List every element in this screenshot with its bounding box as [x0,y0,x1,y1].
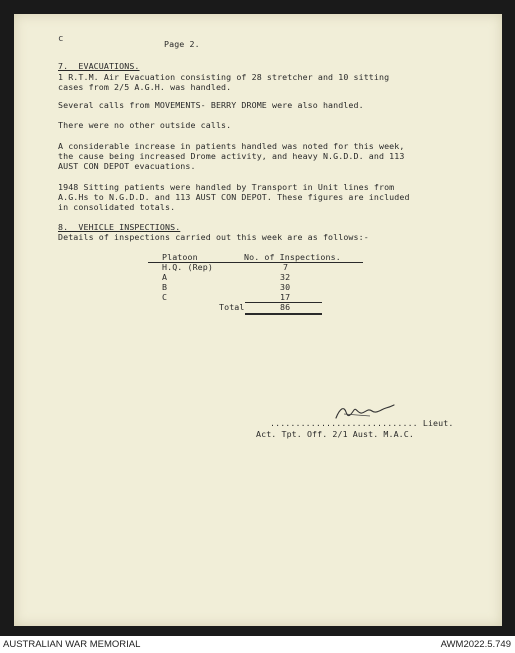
table-header-inspections: No. of Inspections. [244,252,341,262]
evac-para4-line2: the cause being increased Drome activity, and heavy N.G.D.D. and 113 [58,151,405,161]
table-row-platoon: C [162,292,168,302]
table-total-value: 86 [280,302,291,312]
table-total-rule [245,313,322,315]
margin-mark: c [58,34,64,44]
evac-para4-line3: AUST CON DEPOT evacuations. [58,161,196,171]
page-label: Page 2. [164,39,200,49]
table-header-platoon: Platoon [162,252,198,262]
archive-footer [0,636,515,653]
signature-line: ............................. Lieut. [270,418,454,428]
table-row-count: 30 [280,282,291,292]
table-total-label: Total [219,302,245,312]
table-row-count: 7 [283,262,289,272]
table-row-count: 32 [280,272,291,282]
inspections-intro: Details of inspections carried out this week are as follows:- [58,232,369,242]
evacuations-heading: 7. EVACUATIONS. [58,61,140,71]
evac-para1-line2: cases from 2/5 A.G.H. was handled. [58,82,232,92]
signatory-title: Act. Tpt. Off. 2/1 Aust. M.A.C. [256,429,414,439]
table-row-platoon: A [162,272,168,282]
evac-para5-line3: in consolidated totals. [58,202,176,212]
table-row-platoon: H.Q. (Rep) [162,262,213,272]
vehicle-inspections-heading: 8. VEHICLE INSPECTIONS. [58,222,181,232]
evac-para2: Several calls from MOVEMENTS- BERRY DROME were also handled. [58,100,364,110]
evac-para5-line2: A.G.Hs to N.G.D.D. and 113 AUST CON DEPOT. These figures are included [58,192,410,202]
footer-institution: AUSTRALIAN WAR MEMORIAL [3,639,141,650]
footer-catalogue-id: AWM2022.5.749 [440,639,511,650]
table-row-count: 17 [280,292,291,302]
table-row-platoon: B [162,282,168,292]
evac-para5-line1: 1948 Sitting patients were handled by Transport in Unit lines from [58,182,395,192]
evac-para1-line1: 1 R.T.M. Air Evacuation consisting of 28 stretcher and 10 sitting [58,72,390,82]
evac-para3: There were no other outside calls. [58,120,232,130]
evac-para4-line1: A considerable increase in patients handled was noted for this week, [58,141,405,151]
